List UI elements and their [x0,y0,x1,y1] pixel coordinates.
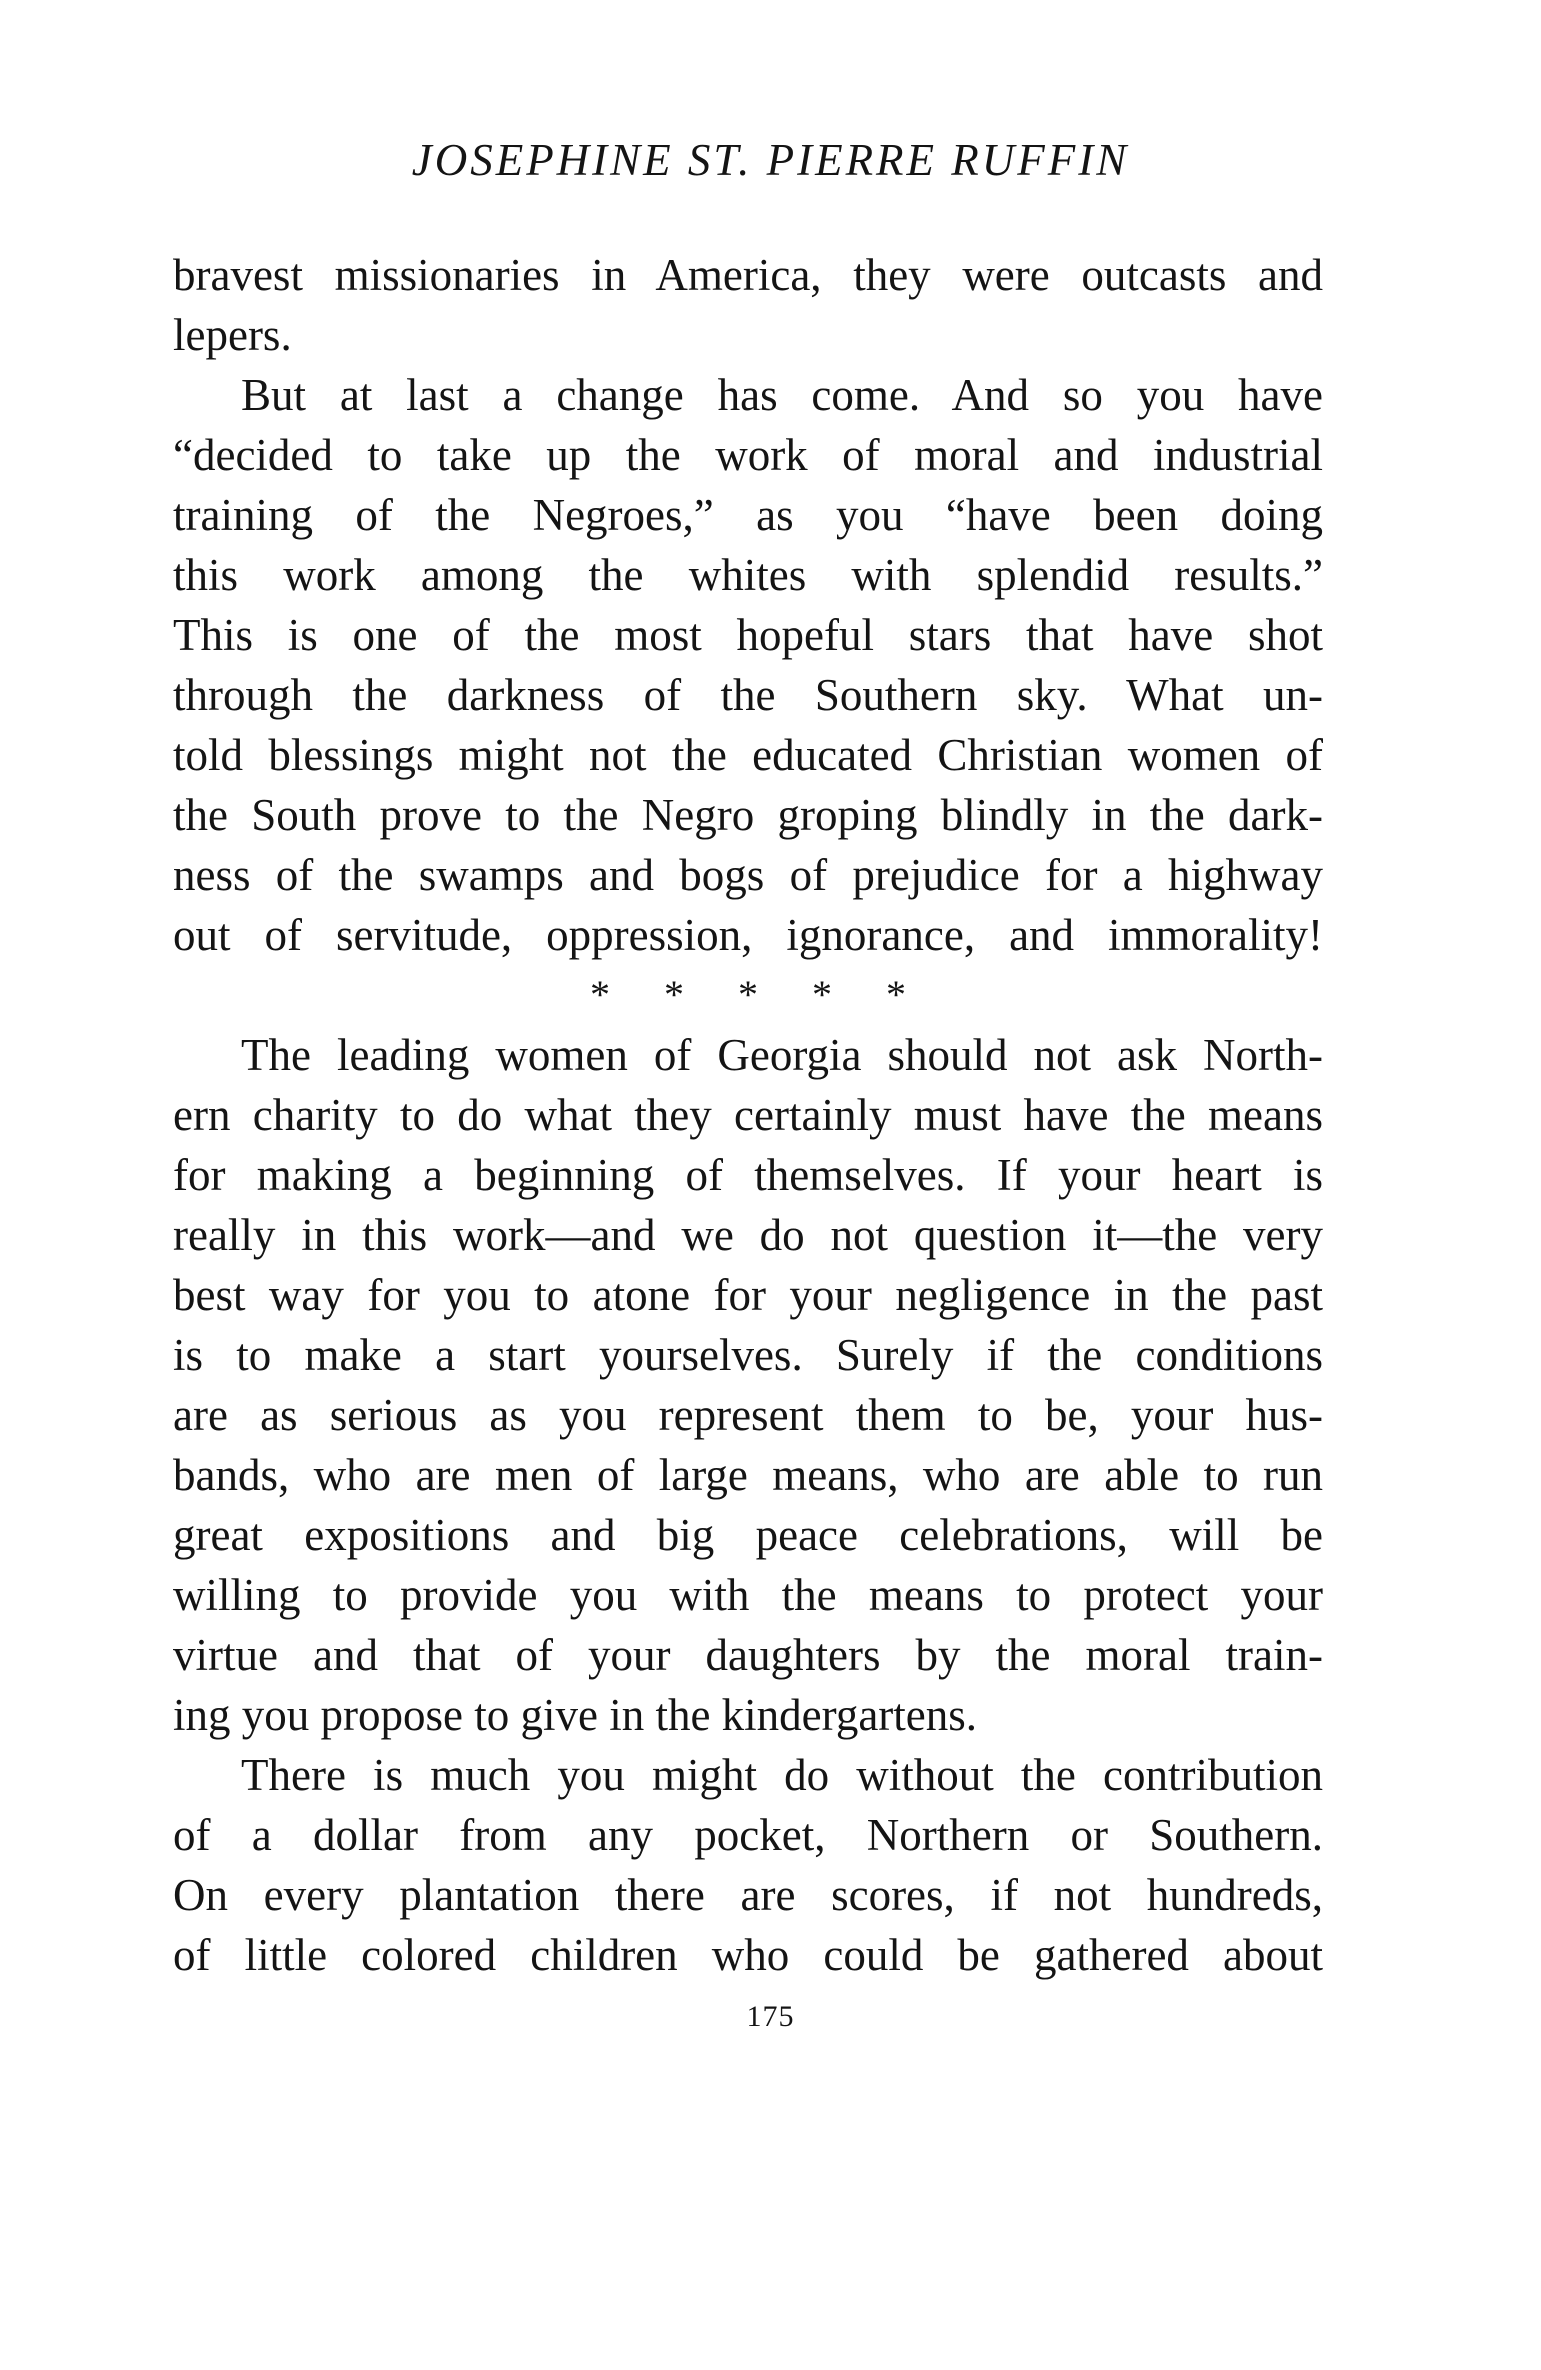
running-head: JOSEPHINE ST. PIERRE RUFFIN [411,135,1130,185]
text-line: willing to provide you with the means to protect your [173,1570,1323,1620]
text-line: this work among the whites with splendid results.” [173,550,1323,600]
text-line: The leading women of Georgia should not ask North- [241,1030,1323,1080]
text-line: But at last a change has come. And so you have [241,370,1323,420]
text-line: ern charity to do what they certainly must have the means [173,1090,1323,1140]
text-line: best way for you to atone for your negligence in the past [173,1270,1323,1320]
text-line: is to make a start yourselves. Surely if the conditions [173,1330,1323,1380]
text-line: “decided to take up the work of moral and industrial [173,430,1323,480]
text-line: training of the Negroes,” as you “have been doing [173,490,1323,540]
text-line: for making a beginning of themselves. If your heart is [173,1150,1323,1200]
text-line: lepers. [173,310,292,360]
text-line: This is one of the most hopeful stars that have shot [173,610,1323,660]
text-line: told blessings might not the educated Christian women of [173,730,1323,780]
body-text [173,245,1323,1985]
text-line: bravest missionaries in America, they were outcasts and [173,250,1323,300]
text-line: the South prove to the Negro groping blindly in the dark- [173,790,1323,840]
text-line: are as serious as you represent them to be, your hus- [173,1390,1323,1440]
page-number: 175 [746,2000,795,2033]
text-line: through the darkness of the Southern sky. What un- [173,670,1323,720]
text-line: virtue and that of your daughters by the moral train- [173,1630,1323,1680]
text-line: ing you propose to give in the kindergartens. [173,1690,978,1740]
section-break-ornament: * * * * * [590,972,928,1017]
text-line: On every plantation there are scores, if not hundreds, [173,1870,1323,1920]
text-line: of little colored children who could be gathered about [173,1930,1323,1980]
text-line: great expositions and big peace celebrations, will be [173,1510,1323,1560]
text-line: of a dollar from any pocket, Northern or Southern. [173,1810,1323,1860]
text-line: really in this work—and we do not question it—the very [173,1210,1323,1260]
text-line: There is much you might do without the contribution [241,1750,1323,1800]
text-line: bands, who are men of large means, who are able to run [173,1450,1323,1500]
text-line: ness of the swamps and bogs of prejudice for a highway [173,850,1323,900]
text-line: out of servitude, oppression, ignorance, and immorality! [173,910,1323,960]
